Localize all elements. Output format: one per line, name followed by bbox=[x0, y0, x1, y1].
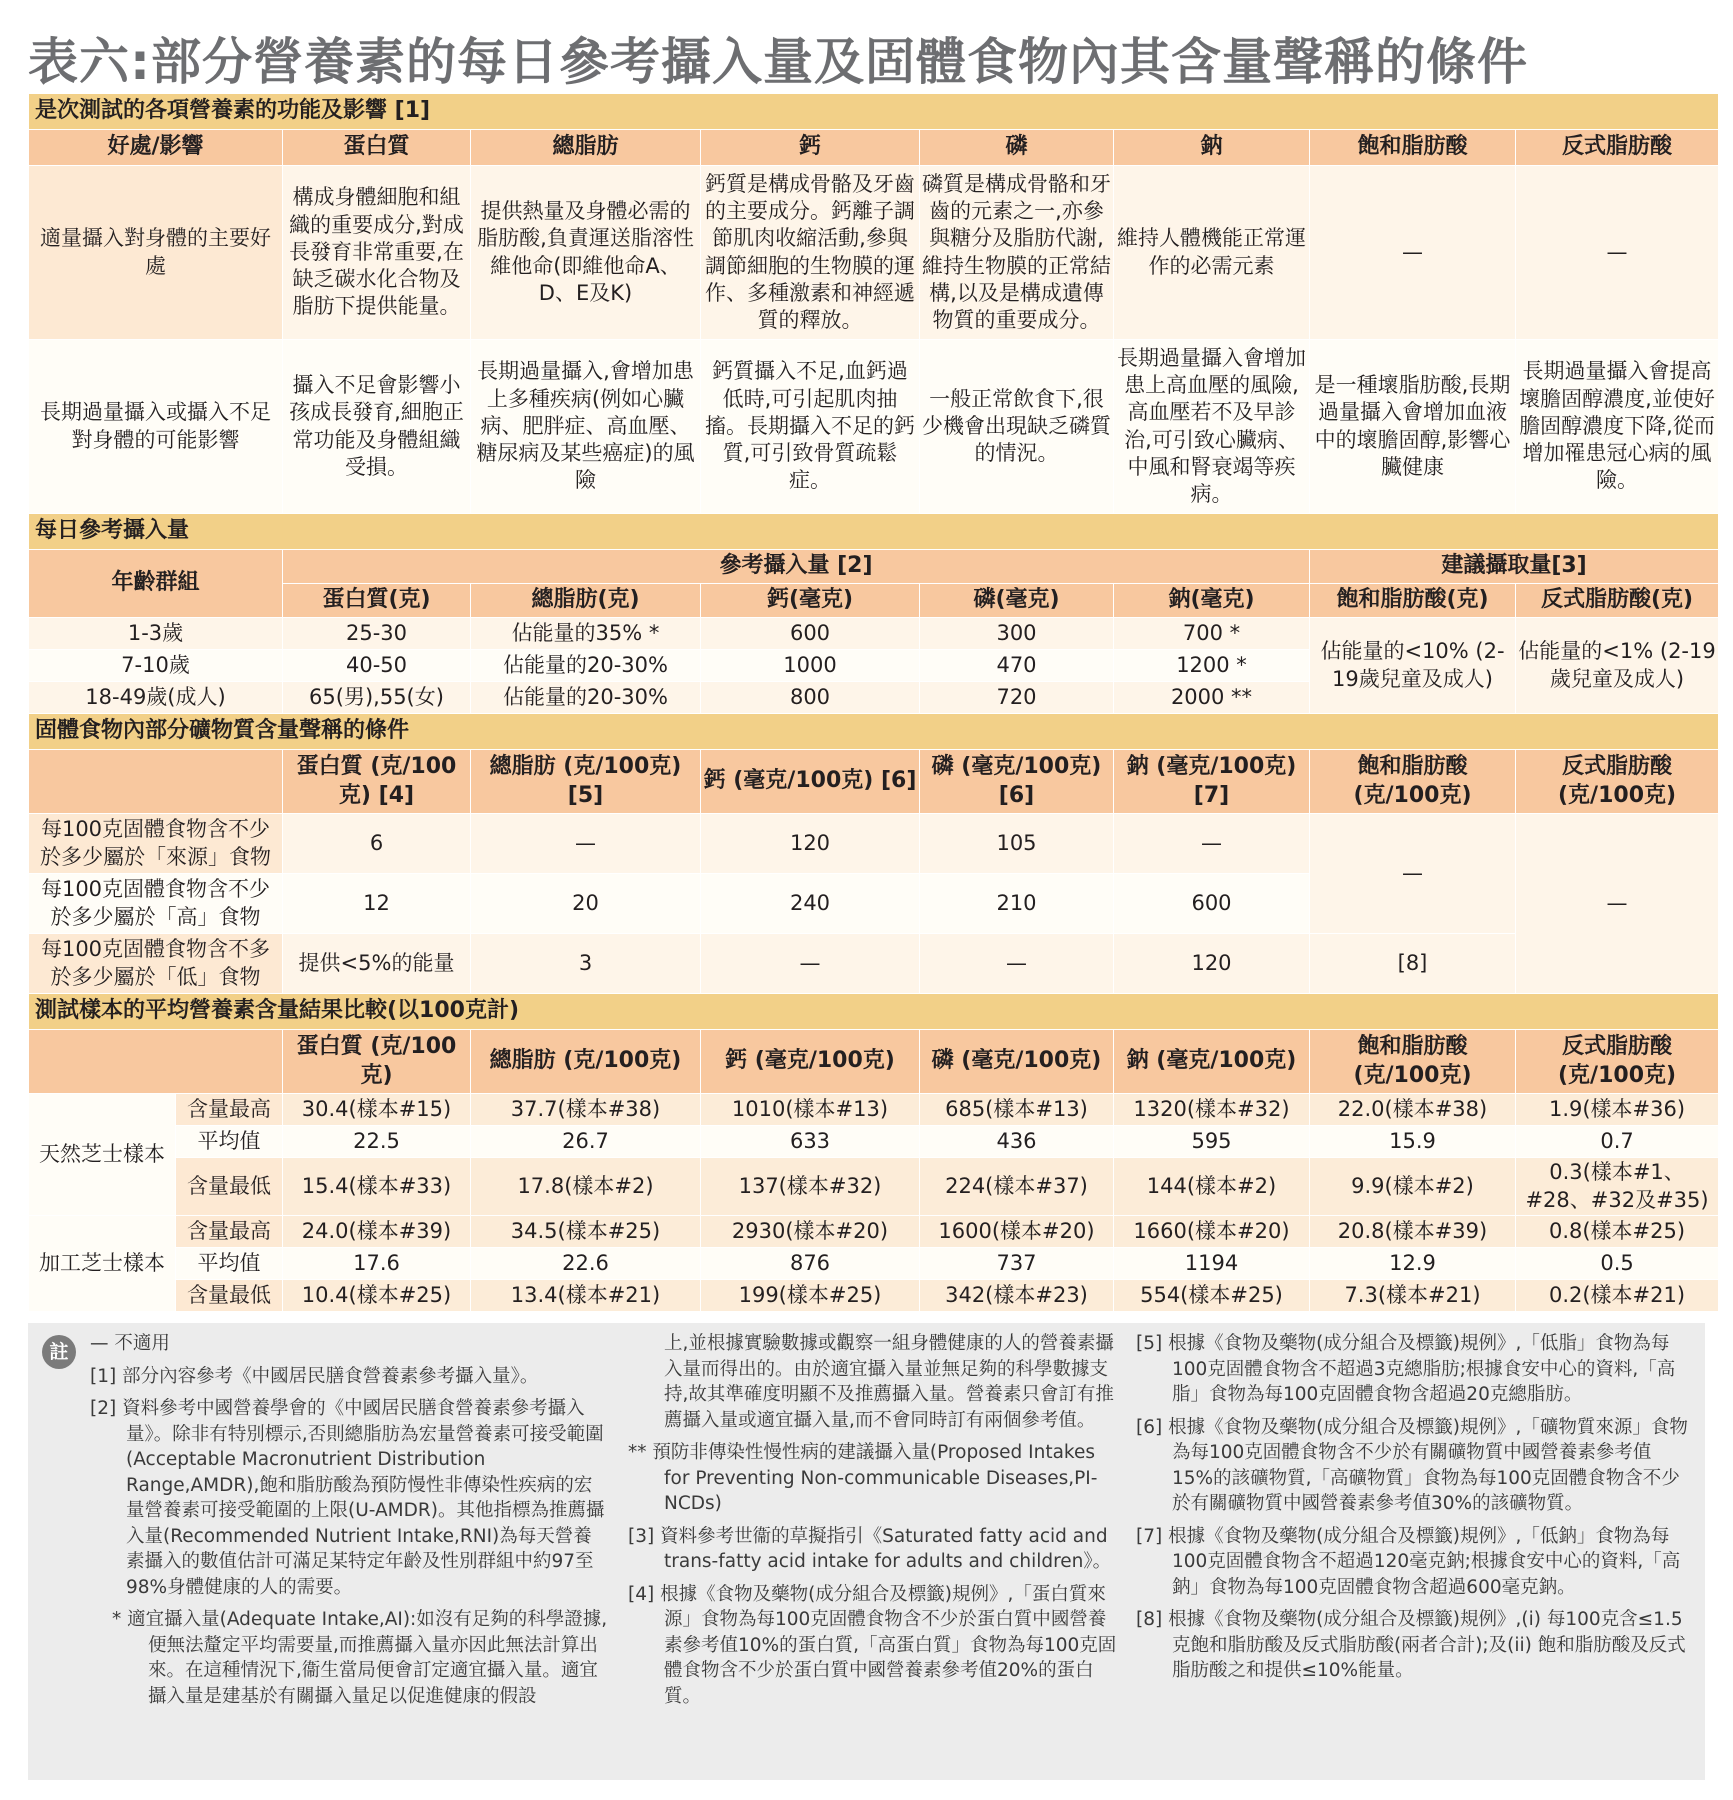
table-cell: 633 bbox=[701, 1126, 920, 1158]
table-cell: 685(樣本#13) bbox=[920, 1094, 1114, 1126]
table-cell: 1660(樣本#20) bbox=[1114, 1216, 1310, 1248]
table-cell: 9.9(樣本#2) bbox=[1310, 1158, 1516, 1216]
row-label: 每100克固體食物含不少於多少屬於「高」食物 bbox=[29, 874, 283, 934]
note-item: [1] 部分內容參考《中國居民膳食營養素參考攝入量》。 bbox=[90, 1365, 539, 1387]
table-cell: 1194 bbox=[1114, 1248, 1310, 1280]
table-cell: 37.7(樣本#38) bbox=[471, 1094, 701, 1126]
row-label: 含量最高 bbox=[176, 1216, 283, 1248]
table-cell: 2000 ** bbox=[1114, 682, 1310, 714]
table-cell: 長期過量攝入,會增加患上多種疾病(例如心臟病、肥胖症、高血壓、糖尿病及某些癌症)的風險 bbox=[471, 340, 701, 514]
note-item: [3] 資料參考世衞的草擬指引《Saturated fatty acid and trans-fatty acid intake for adults and children》。 bbox=[628, 1525, 1112, 1573]
row-label: 含量最高 bbox=[176, 1094, 283, 1126]
page-title: 表六:部分營養素的每日參考攝入量及固體食物內其含量聲稱的條件 bbox=[28, 33, 1528, 91]
age-label: 7-10歲 bbox=[29, 650, 283, 682]
header-cell: 磷(毫克) bbox=[920, 584, 1114, 618]
table-cell: 0.5 bbox=[1516, 1248, 1719, 1280]
table-cell: 22.0(樣本#38) bbox=[1310, 1094, 1516, 1126]
header-cell: 飽和脂肪酸(克) bbox=[1310, 584, 1516, 618]
table-cell: — bbox=[701, 934, 920, 994]
table-cell: 13.4(樣本#21) bbox=[471, 1280, 701, 1312]
group-label: 加工芝士樣本 bbox=[29, 1216, 176, 1312]
note-item: [8] 根據《食物及藥物(成分組合及標籤)規例》,(i) 每100克含≤1.5克飽和脂肪酸及反式脂肪酸(兩者合計);及(ii) 飽和脂肪酸及反式脂肪酸之和提供≤10%能量。 bbox=[1136, 1609, 1686, 1682]
header-cell: 鈉 (毫克/100克) bbox=[1114, 1030, 1310, 1094]
table-cell: 554(樣本#25) bbox=[1114, 1280, 1310, 1312]
row-label: 含量最低 bbox=[176, 1158, 283, 1216]
table-cell: 25-30 bbox=[283, 618, 471, 650]
table-cell: [8] bbox=[1310, 934, 1516, 994]
table-cell: 1000 bbox=[701, 650, 920, 682]
section-claims-heading: 固體食物內部分礦物質含量聲稱的條件 bbox=[29, 714, 1719, 750]
header-cell: 蛋白質 bbox=[283, 130, 471, 166]
table-cell: 22.5 bbox=[283, 1126, 471, 1158]
header-cell: 鈣 (毫克/100克) [6] bbox=[701, 750, 920, 814]
note-item: * 適宜攝入量(Adequate Intake,AI):如沒有足夠的科學證據,便無法釐定平均需要量,而推薦攝入量亦因此無法計算出來。在這種情況下,衞生當局便會訂定適宜攝入量。適宜攝入量是建基於有關攝入量足以促進健康的假設 bbox=[112, 1609, 608, 1707]
table-cell: — bbox=[1310, 814, 1516, 934]
table-cell: 65(男),55(女) bbox=[283, 682, 471, 714]
notes-column-1 bbox=[90, 1331, 610, 1716]
table-cell: 12.9 bbox=[1310, 1248, 1516, 1280]
table-cell: 470 bbox=[920, 650, 1114, 682]
header-cell: 反式脂肪酸 (克/100克) bbox=[1516, 1030, 1719, 1094]
header-cell: 蛋白質 (克/100克) [4] bbox=[283, 750, 471, 814]
header-cell bbox=[29, 750, 283, 814]
header-cell: 飽和脂肪酸 (克/100克) bbox=[1310, 1030, 1516, 1094]
table-cell: 佔能量的20-30% bbox=[471, 650, 701, 682]
header-group: 建議攝取量[3] bbox=[1310, 550, 1719, 584]
table-cell: 0.3(樣本#1、#28、#32及#35) bbox=[1516, 1158, 1719, 1216]
row-label: 平均值 bbox=[176, 1126, 283, 1158]
table-cell: 144(樣本#2) bbox=[1114, 1158, 1310, 1216]
header-cell bbox=[29, 1030, 283, 1094]
header-cell: 好處/影響 bbox=[29, 130, 283, 166]
row-label: 長期過量攝入或攝入不足對身體的可能影響 bbox=[29, 340, 283, 514]
note-item: [4] 根據《食物及藥物(成分組合及標籤)規例》,「蛋白質來源」食物為每100克固體食物含不少於蛋白質中國營養素參考值10%的蛋白質,「高蛋白質」食物為每100克固體食物含不少於蛋白質中國營養素參考值20%的蛋白質。 bbox=[628, 1583, 1117, 1707]
table-cell: 700 * bbox=[1114, 618, 1310, 650]
note-badge-icon: 註 bbox=[42, 1335, 76, 1369]
table-cell: 是一種壞脂肪酸,長期過量攝入會增加血液中的壞膽固醇,影響心臟健康 bbox=[1310, 340, 1516, 514]
table-cell: 長期過量攝入會增加患上高血壓的風險,高血壓若不及早診治,可引致心臟病、中風和腎衰竭等疾病。 bbox=[1114, 340, 1310, 514]
age-label: 18-49歲(成人) bbox=[29, 682, 283, 714]
table-cell: 120 bbox=[701, 814, 920, 874]
table-cell: 210 bbox=[920, 874, 1114, 934]
table-cell: — bbox=[920, 934, 1114, 994]
table-cell: 1.9(樣本#36) bbox=[1516, 1094, 1719, 1126]
group-label: 天然芝士樣本 bbox=[29, 1094, 176, 1216]
header-cell: 鈣(毫克) bbox=[701, 584, 920, 618]
header-cell: 總脂肪 (克/100克) [5] bbox=[471, 750, 701, 814]
table-cell: 佔能量的<10% (2-19歲兒童及成人) bbox=[1310, 618, 1516, 714]
table-cell: 12 bbox=[283, 874, 471, 934]
table-cell: 鈣質攝入不足,血鈣過低時,可引起肌肉抽搐。長期攝入不足的鈣質,可引致骨質疏鬆症。 bbox=[701, 340, 920, 514]
table-cell: 595 bbox=[1114, 1126, 1310, 1158]
section-functions-heading: 是次測試的各項營養素的功能及影響 [1] bbox=[29, 94, 1719, 130]
note-item: ** 預防非傳染性慢性病的建議攝入量(Proposed Intakes for Preventing Non-communicable Diseases,PI-NCDs) bbox=[628, 1442, 1098, 1515]
table-cell: 鈣質是構成骨骼及牙齒的主要成分。鈣離子調節肌肉收縮活動,參與調節細胞的生物膜的運作、多種激素和神經遞質的釋放。 bbox=[701, 166, 920, 340]
table-cell: 137(樣本#32) bbox=[701, 1158, 920, 1216]
table-cell: 佔能量的35% * bbox=[471, 618, 701, 650]
header-cell: 鈉 (毫克/100克) [7] bbox=[1114, 750, 1310, 814]
table-cell: 17.6 bbox=[283, 1248, 471, 1280]
table-cell: 342(樣本#23) bbox=[920, 1280, 1114, 1312]
table-cell: 800 bbox=[701, 682, 920, 714]
table-cell: — bbox=[1310, 166, 1516, 340]
row-label: 平均值 bbox=[176, 1248, 283, 1280]
notes-column-3 bbox=[1136, 1331, 1691, 1691]
table-cell: 0.7 bbox=[1516, 1126, 1719, 1158]
table-cell: — bbox=[1516, 814, 1719, 994]
table-cell: 7.3(樣本#21) bbox=[1310, 1280, 1516, 1312]
table-cell: 720 bbox=[920, 682, 1114, 714]
table-cell: 300 bbox=[920, 618, 1114, 650]
table-cell: 一般正常飲食下,很少機會出現缺乏磷質的情況。 bbox=[920, 340, 1114, 514]
note-item: [7] 根據《食物及藥物(成分組合及標籤)規例》,「低鈉」食物為每100克固體食物含不超過120毫克鈉;根據食安中心的資料,「高鈉」食物為每100克固體食物含超過600毫克鈉。 bbox=[1136, 1525, 1681, 1598]
table-cell: 提供熱量及身體必需的脂肪酸,負責運送脂溶性維他命(即維他命A、D、E及K) bbox=[471, 166, 701, 340]
table-cell: 6 bbox=[283, 814, 471, 874]
header-cell: 總脂肪 bbox=[471, 130, 701, 166]
row-label: 適量攝入對身體的主要好處 bbox=[29, 166, 283, 340]
row-label: 含量最低 bbox=[176, 1280, 283, 1312]
table-cell: 26.7 bbox=[471, 1126, 701, 1158]
header-cell: 鈣 bbox=[701, 130, 920, 166]
note-item: 上,並根據實驗數據或觀察一組身體健康的人的營養素攝入量而得出的。由於適宜攝入量並無足夠的科學數據支持,故其準確度明顯不及推薦攝入量。營養素只會訂有推薦攝入量或適宜攝入量,而不會同時訂有兩個參考值。 bbox=[664, 1333, 1114, 1431]
table-cell: 20 bbox=[471, 874, 701, 934]
table-cell: 10.4(樣本#25) bbox=[283, 1280, 471, 1312]
table-cell: 0.2(樣本#21) bbox=[1516, 1280, 1719, 1312]
header-cell: 磷 (毫克/100克) bbox=[920, 1030, 1114, 1094]
table-cell: 1600(樣本#20) bbox=[920, 1216, 1114, 1248]
table-cell: 876 bbox=[701, 1248, 920, 1280]
header-cell: 蛋白質 (克/100克) bbox=[283, 1030, 471, 1094]
table-cell: 1010(樣本#13) bbox=[701, 1094, 920, 1126]
header-group: 參考攝入量 [2] bbox=[283, 550, 1310, 584]
note-item: — 不適用 bbox=[90, 1333, 170, 1354]
table-cell: 維持人體機能正常運作的必需元素 bbox=[1114, 166, 1310, 340]
header-cell: 年齡群組 bbox=[29, 550, 283, 618]
table-cell: 磷質是構成骨骼和牙齒的元素之一,亦參與糖分及脂肪代謝,維持生物膜的正常結構,以及是構成遺傳物質的重要成分。 bbox=[920, 166, 1114, 340]
header-cell: 鈉 bbox=[1114, 130, 1310, 166]
table-cell: 佔能量的20-30% bbox=[471, 682, 701, 714]
row-label: 每100克固體食物含不少於多少屬於「來源」食物 bbox=[29, 814, 283, 874]
nutrient-table bbox=[28, 93, 1719, 1312]
table-cell: 436 bbox=[920, 1126, 1114, 1158]
section-intake-heading: 每日參考攝入量 bbox=[29, 514, 1719, 550]
section-results-heading: 測試樣本的平均營養素含量結果比較(以100克計) bbox=[29, 994, 1719, 1030]
table-cell: — bbox=[471, 814, 701, 874]
table-cell: 提供<5%的能量 bbox=[283, 934, 471, 994]
table-cell: 40-50 bbox=[283, 650, 471, 682]
header-cell: 磷 (毫克/100克) [6] bbox=[920, 750, 1114, 814]
table-cell: 1200 * bbox=[1114, 650, 1310, 682]
table-cell: 攝入不足會影響小孩成長發育,細胞正常功能及身體組織受損。 bbox=[283, 340, 471, 514]
header-cell: 蛋白質(克) bbox=[283, 584, 471, 618]
table-cell: 15.9 bbox=[1310, 1126, 1516, 1158]
table-cell: 105 bbox=[920, 814, 1114, 874]
table-cell: 737 bbox=[920, 1248, 1114, 1280]
header-cell: 鈉(毫克) bbox=[1114, 584, 1310, 618]
table-cell: 30.4(樣本#15) bbox=[283, 1094, 471, 1126]
header-cell: 總脂肪(克) bbox=[471, 584, 701, 618]
age-label: 1-3歲 bbox=[29, 618, 283, 650]
note-item: [6] 根據《食物及藥物(成分組合及標籤)規例》,「礦物質來源」食物為每100克固體食物含不少於有關礦物質中國營養素參考值15%的該礦物質,「高礦物質」食物為每100克固體食物含不少於有關礦物質中國營養素參考值30%的該礦物質。 bbox=[1136, 1416, 1688, 1515]
header-cell: 磷 bbox=[920, 130, 1114, 166]
table-cell: 構成身體細胞和組織的重要成分,對成長發育非常重要,在缺乏碳水化合物及脂肪下提供能量。 bbox=[283, 166, 471, 340]
table-cell: 0.8(樣本#25) bbox=[1516, 1216, 1719, 1248]
table-cell: 15.4(樣本#33) bbox=[283, 1158, 471, 1216]
table-cell: — bbox=[1114, 814, 1310, 874]
table-cell: 224(樣本#37) bbox=[920, 1158, 1114, 1216]
table-cell: 600 bbox=[701, 618, 920, 650]
row-label: 每100克固體食物含不多於多少屬於「低」食物 bbox=[29, 934, 283, 994]
header-cell: 鈣 (毫克/100克) bbox=[701, 1030, 920, 1094]
table-cell: 佔能量的<1% (2-19歲兒童及成人) bbox=[1516, 618, 1719, 714]
table-cell: 17.8(樣本#2) bbox=[471, 1158, 701, 1216]
table-cell: 1320(樣本#32) bbox=[1114, 1094, 1310, 1126]
table-cell: 34.5(樣本#25) bbox=[471, 1216, 701, 1248]
header-cell: 反式脂肪酸 bbox=[1516, 130, 1719, 166]
note-item: [2] 資料參考中國營養學會的《中國居民膳食營養素參考攝入量》。除非有特別標示,否則總脂肪為宏量營養素可接受範圍(Acceptable Macronutrient Distribution Range,AMDR),飽和脂肪酸為預防慢性非傳染性疾病的宏量營養素可接受範圍的上限(U-AMDR)。其他指標為推薦攝入量(Recommended Nutrient Intake,RNI)為每天營養素攝入的數值估計可滿足某特定年齡及性別群組中約97至98%身體健康的人的需要。 bbox=[90, 1398, 605, 1598]
notes-column-2 bbox=[628, 1331, 1118, 1716]
header-cell: 飽和脂肪酸 bbox=[1310, 130, 1516, 166]
table-cell: — bbox=[1516, 166, 1719, 340]
header-cell: 飽和脂肪酸 (克/100克) bbox=[1310, 750, 1516, 814]
footnotes bbox=[28, 1323, 1705, 1780]
table-cell: 199(樣本#25) bbox=[701, 1280, 920, 1312]
table-cell: 120 bbox=[1114, 934, 1310, 994]
table-cell: 20.8(樣本#39) bbox=[1310, 1216, 1516, 1248]
header-cell: 反式脂肪酸 (克/100克) bbox=[1516, 750, 1719, 814]
table-cell: 600 bbox=[1114, 874, 1310, 934]
table-cell: 2930(樣本#20) bbox=[701, 1216, 920, 1248]
table-cell: 22.6 bbox=[471, 1248, 701, 1280]
note-item: [5] 根據《食物及藥物(成分組合及標籤)規例》,「低脂」食物為每100克固體食物含不超過3克總脂肪;根據食安中心的資料,「高脂」食物為每100克固體食物含超過20克總脂肪。 bbox=[1136, 1333, 1676, 1406]
header-cell: 反式脂肪酸(克) bbox=[1516, 584, 1719, 618]
table-cell: 24.0(樣本#39) bbox=[283, 1216, 471, 1248]
table-cell: 長期過量攝入會提高壞膽固醇濃度,並使好膽固醇濃度下降,從而增加罹患冠心病的風險。 bbox=[1516, 340, 1719, 514]
header-cell: 總脂肪 (克/100克) bbox=[471, 1030, 701, 1094]
table-cell: 240 bbox=[701, 874, 920, 934]
table-cell: 3 bbox=[471, 934, 701, 994]
